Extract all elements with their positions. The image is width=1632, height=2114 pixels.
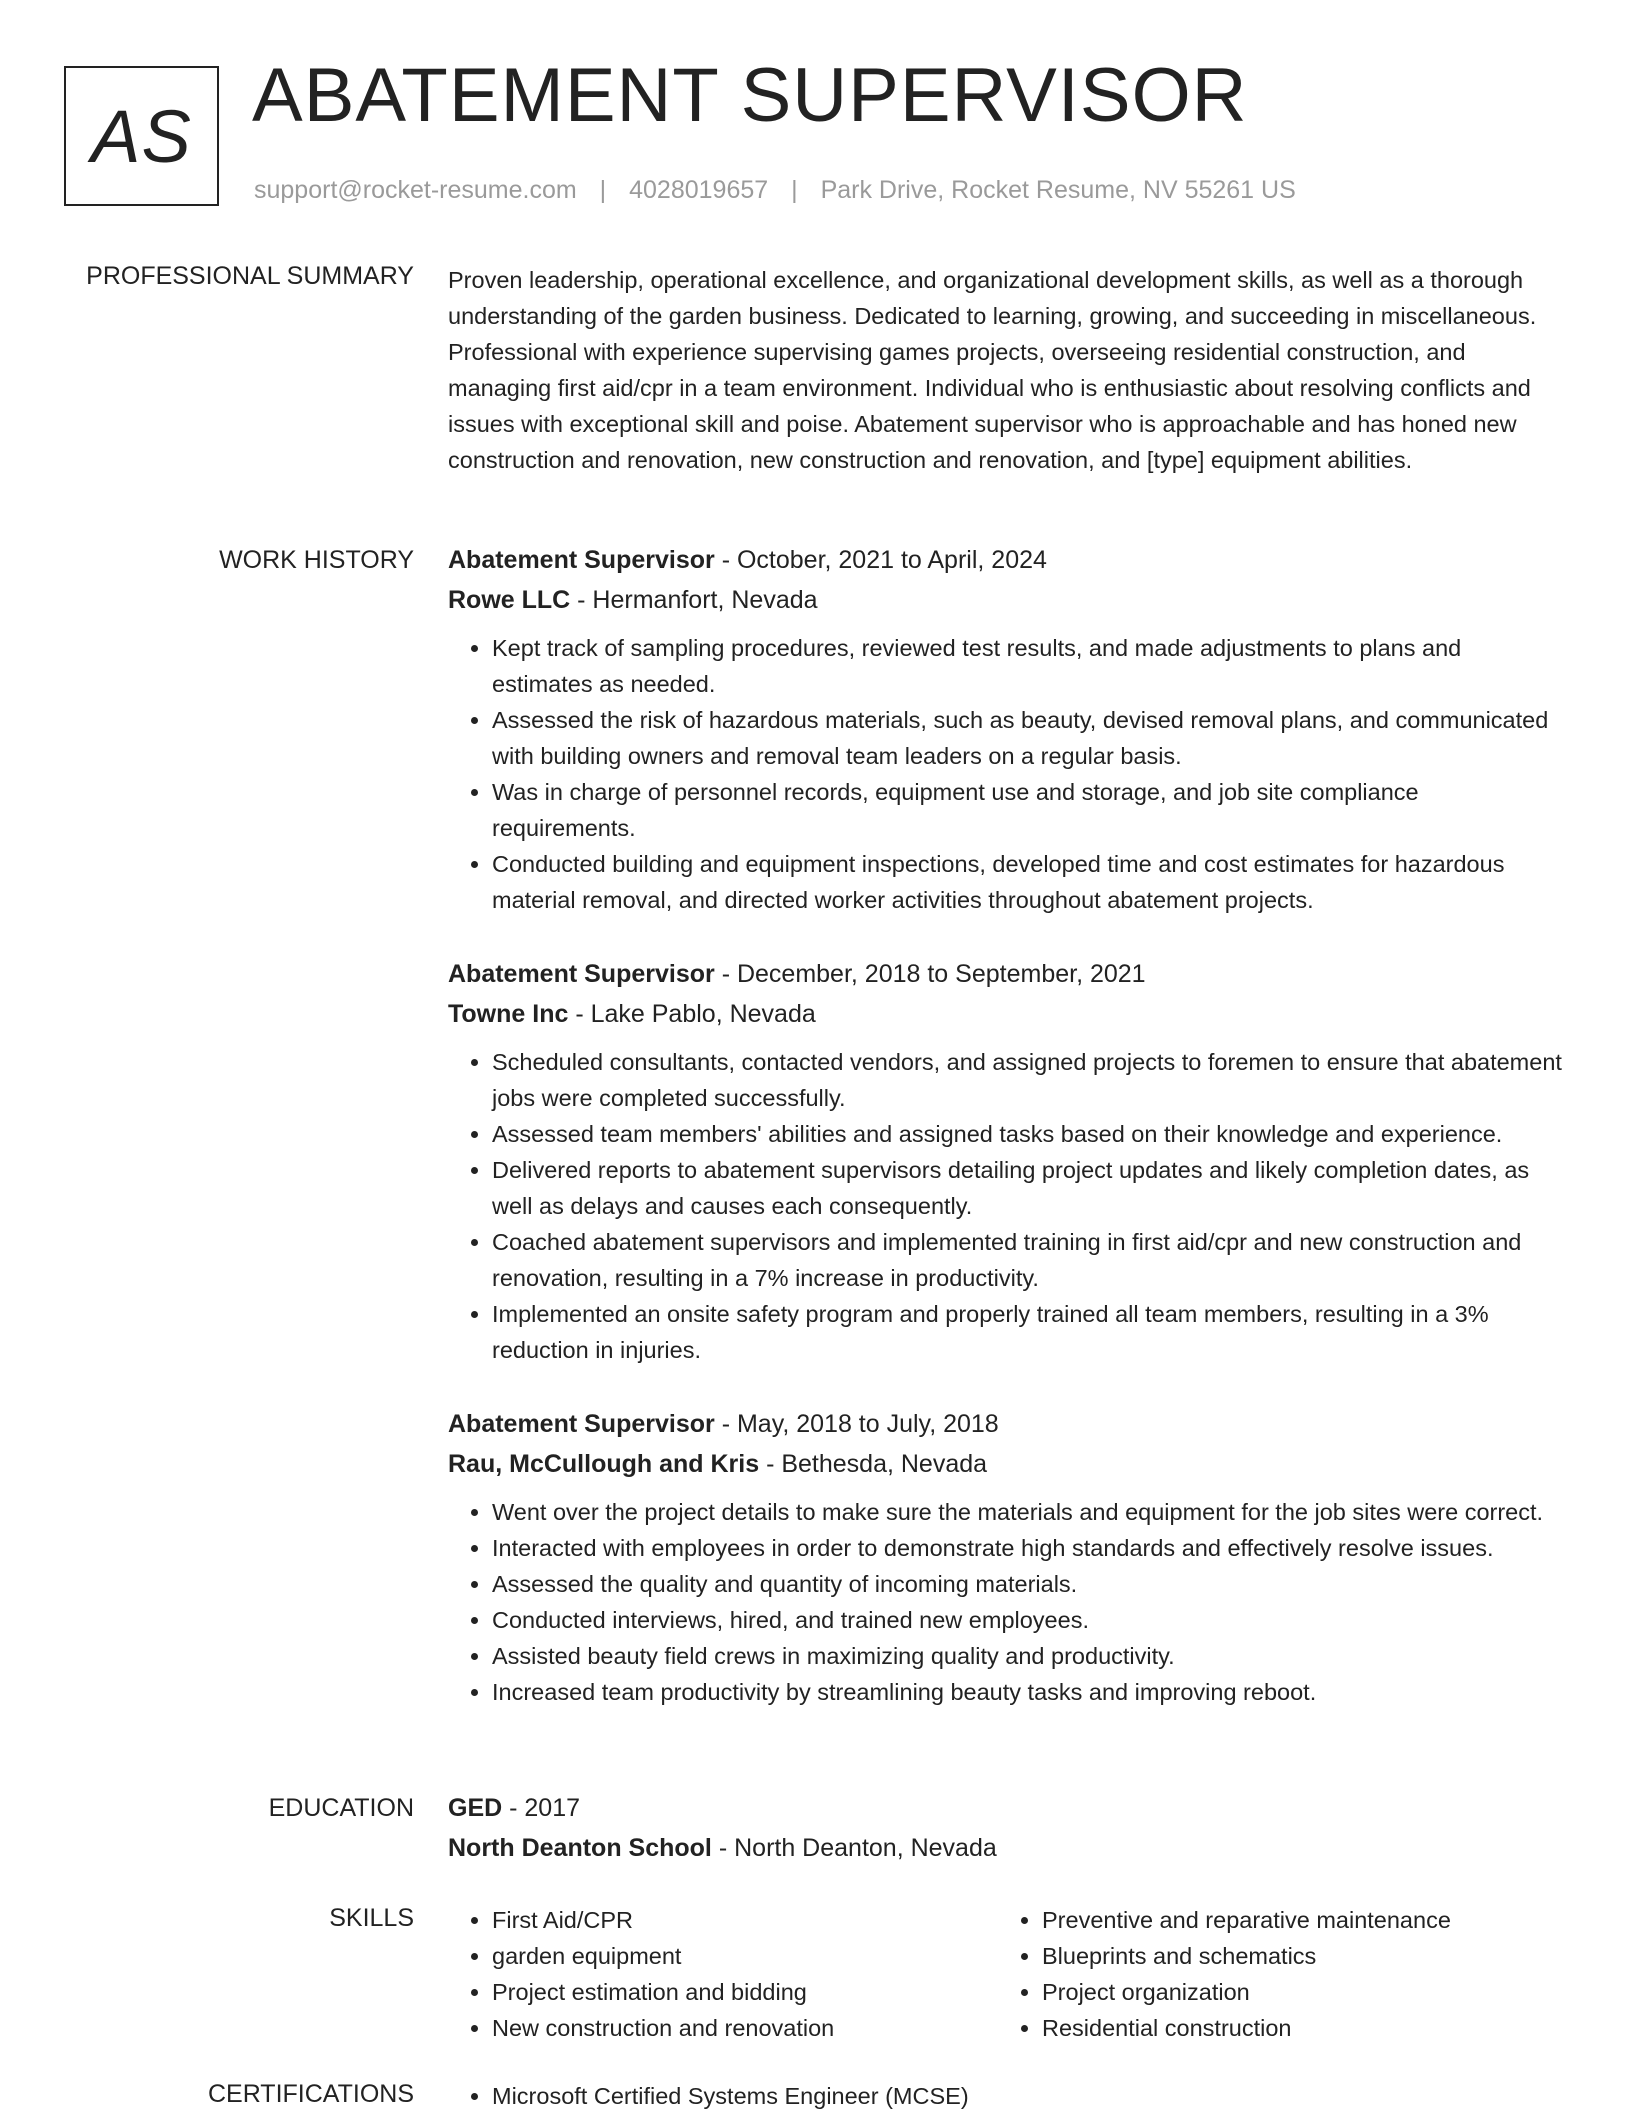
contact-phone: 4028019657 — [629, 176, 769, 204]
job-company-line — [448, 994, 1566, 1034]
section-label-skills: SKILLS — [329, 1904, 414, 1932]
education-school-line — [448, 1828, 1566, 1868]
job-bullet: • Assessed the quality and quantity of incoming materials. — [492, 1566, 1566, 1602]
job-bullet-list — [448, 1494, 1566, 1710]
job-bullet-list — [448, 630, 1566, 918]
summary-text: Proven leadership, operational excellence, and organizational development skills, as well as a thorough understanding of the garden business. Dedicated to learning, growing, and succeeding in miscellaneous. Professional with experience supervising games projects, overseeing residential construction, and managing first aid/cpr in a team environment. Individual who is enthusiastic about resolving conflicts and issues with exceptional skill and poise. Abatement supervisor who is approachable and has honed new construction and renovation, new construction and renovation, and [type] equipment abilities. — [448, 267, 1537, 473]
job-company: Rowe LLC — [448, 586, 571, 614]
skills-list-left — [448, 1902, 998, 2046]
job-location: - Bethesda, Nevada — [759, 1450, 988, 1478]
job-title: Abatement Supervisor — [448, 546, 715, 574]
job-title-line — [448, 1404, 1566, 1444]
job-dates: - December, 2018 to September, 2021 — [714, 960, 1146, 988]
skill-item: • Residential construction — [1042, 2010, 1548, 2046]
job-bullet: • Assessed the risk of hazardous materials, such as beauty, devised removal plans, and communicated with building owners and removal team leaders on a regular basis. — [492, 702, 1566, 774]
job-location: - Lake Pablo, Nevada — [568, 1000, 816, 1028]
education-degree-line — [448, 1788, 1566, 1828]
job-location: - Hermanfort, Nevada — [570, 586, 818, 614]
job-dates: - May, 2018 to July, 2018 — [714, 1410, 999, 1438]
job-bullet: • Assessed team members' abilities and assigned tasks based on their knowledge and experience. — [492, 1116, 1566, 1152]
certifications-list — [448, 2078, 1566, 2114]
job-bullet: • Conducted interviews, hired, and trained new employees. — [492, 1602, 1566, 1638]
section-label-certifications: CERTIFICATIONS — [207, 2080, 414, 2108]
certification-item: • Microsoft Certified Systems Engineer (MCSE) — [492, 2078, 1566, 2114]
job-bullet: • Implemented an onsite safety program and properly trained all team members, resulting in a 3% reduction in injuries. — [492, 1296, 1566, 1368]
job-bullet: • Was in charge of personnel records, equipment use and storage, and job site compliance requirements. — [492, 774, 1566, 846]
skills-body — [448, 1902, 1566, 2046]
education-degree: GED — [448, 1794, 503, 1822]
section-label-education: EDUCATION — [268, 1794, 414, 1822]
job-bullet: • Conducted building and equipment inspections, developed time and cost estimates for hazardous material removal, and directed worker activities throughout abatement projects. — [492, 846, 1566, 918]
job-bullet: • Scheduled consultants, contacted vendors, and assigned projects to foremen to ensure that abatement jobs were completed successfully. — [492, 1044, 1566, 1116]
contact-separator: | — [599, 176, 607, 204]
job-bullet: • Coached abatement supervisors and implemented training in first aid/cpr and new construction and renovation, resulting in a 7% increase in productivity. — [492, 1224, 1566, 1296]
job-entry — [448, 1404, 1566, 1710]
education-location: - North Deanton, Nevada — [711, 1834, 997, 1862]
section-label-summary: PROFESSIONAL SUMMARY — [86, 262, 414, 290]
job-bullet: • Kept track of sampling procedures, reviewed test results, and made adjustments to plans and estimates as needed. — [492, 630, 1566, 702]
education-body — [448, 1788, 1566, 1868]
contact-line — [254, 176, 1296, 205]
certifications-body — [448, 2078, 1566, 2114]
job-company-line — [448, 1444, 1566, 1484]
job-title: Abatement Supervisor — [448, 960, 715, 988]
job-company: Towne Inc — [448, 1000, 569, 1028]
contact-address: Park Drive, Rocket Resume, NV 55261 US — [820, 176, 1296, 204]
job-bullet: • Went over the project details to make sure the materials and equipment for the job sites were correct. — [492, 1494, 1566, 1530]
job-title: Abatement Supervisor — [448, 1410, 715, 1438]
contact-email: support@rocket-resume.com — [254, 176, 577, 204]
work-history-body — [448, 540, 1566, 1746]
skill-item: • New construction and renovation — [492, 2010, 998, 2046]
candidate-name: ABATEMENT SUPERVISOR — [252, 53, 1248, 138]
job-title-line — [448, 954, 1566, 994]
job-bullet: • Increased team productivity by streamlining beauty tasks and improving reboot. — [492, 1674, 1566, 1710]
job-company-line — [448, 580, 1566, 620]
job-bullet: • Assisted beauty field crews in maximizing quality and productivity. — [492, 1638, 1566, 1674]
monogram-badge: AS — [64, 66, 219, 206]
job-dates: - October, 2021 to April, 2024 — [714, 546, 1047, 574]
skill-item: • Project estimation and bidding — [492, 1974, 998, 2010]
skill-item: • Blueprints and schematics — [1042, 1938, 1548, 1974]
skill-item: • Project organization — [1042, 1974, 1548, 2010]
skill-item: • garden equipment — [492, 1938, 998, 1974]
skills-columns — [448, 1902, 1566, 2046]
job-bullet: • Delivered reports to abatement supervisors detailing project updates and likely completion dates, as well as delays and causes each consequently. — [492, 1152, 1566, 1224]
education-school: North Deanton School — [448, 1834, 712, 1862]
summary-body — [448, 262, 1566, 478]
job-company: Rau, McCullough and Kris — [448, 1450, 760, 1478]
skill-item: • Preventive and reparative maintenance — [1042, 1902, 1548, 1938]
education-year: - 2017 — [502, 1794, 581, 1822]
skills-list-right — [998, 1902, 1548, 2046]
job-title-line — [448, 540, 1566, 580]
job-entry — [448, 954, 1566, 1368]
job-bullet: • Interacted with employees in order to demonstrate high standards and effectively resolve issues. — [492, 1530, 1566, 1566]
skill-item: • First Aid/CPR — [492, 1902, 998, 1938]
job-entry — [448, 540, 1566, 918]
job-bullet-list — [448, 1044, 1566, 1368]
contact-separator: | — [791, 176, 798, 204]
section-label-work-history: WORK HISTORY — [219, 546, 414, 574]
